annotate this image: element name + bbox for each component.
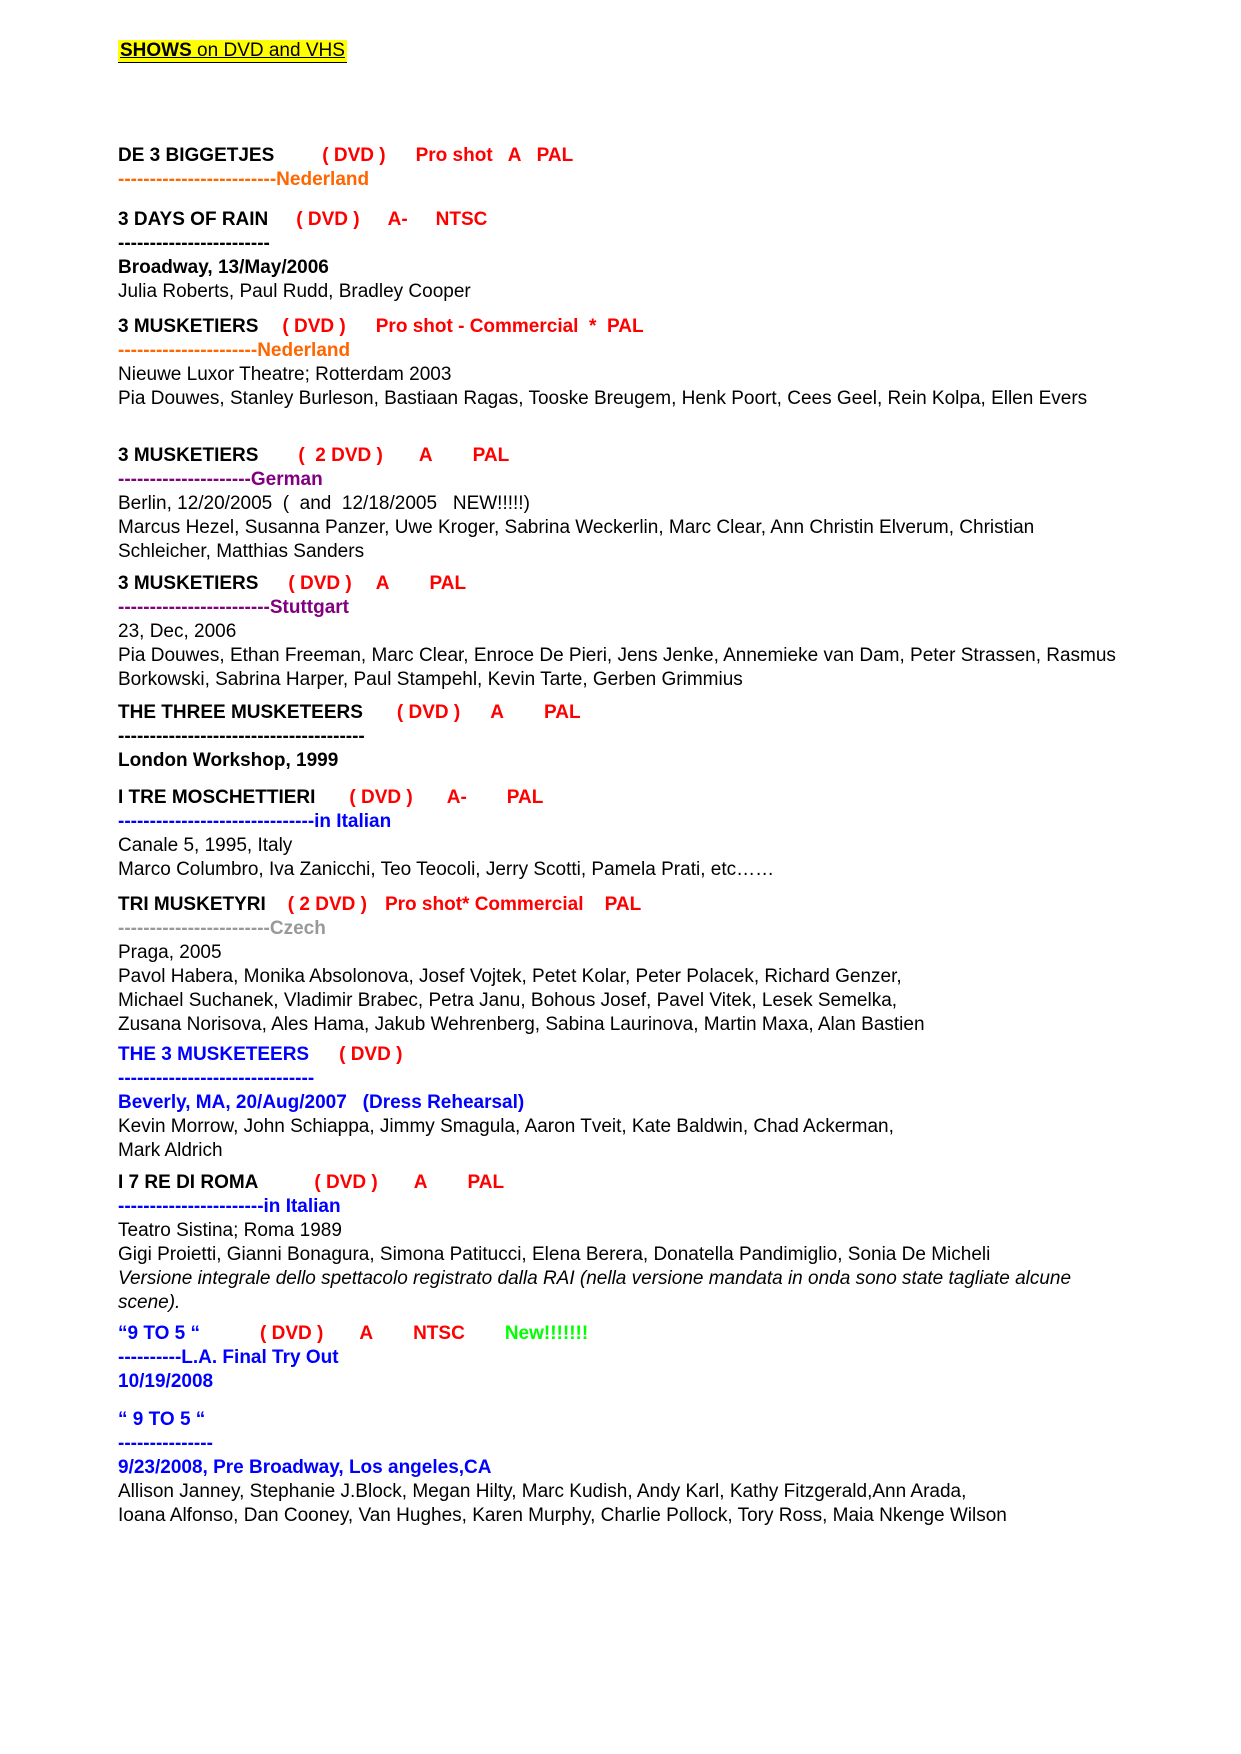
show-entry — [118, 208, 1128, 304]
show-cast: Marcus Hezel, Susanna Panzer, Uwe Kroger, Sabrina Weckerlin, Marc Clear, Ann Christin Elverum, Christian Schleicher, Matthias Sanders — [118, 517, 1035, 562]
show-entry — [118, 786, 1128, 882]
show-format: ( DVD ) — [339, 1044, 403, 1065]
show-entry — [118, 315, 1128, 411]
show-grade: A — [359, 1323, 374, 1344]
page-heading — [118, 40, 347, 63]
show-separator: --------------------------------------- — [118, 726, 365, 747]
show-format: ( 2 DVD ) — [287, 894, 367, 915]
show-entry — [118, 444, 1128, 564]
show-cast: Zusana Norisova, Ales Hama, Jakub Wehrenberg, Sabina Laurinova, Martin Maxa, Alan Bastien — [118, 1014, 925, 1035]
show-cast: Pia Douwes, Stanley Burleson, Bastiaan Ragas, Tooske Breugem, Henk Poort, Cees Geel, Rein Kolpa, Ellen Evers — [118, 388, 1088, 409]
show-format: ( DVD ) — [322, 145, 386, 166]
show-venue: 23, Dec, 2006 — [118, 621, 237, 642]
show-separator: -------------------------------in Italian — [118, 811, 392, 832]
show-cast: Gigi Proietti, Gianni Bonagura, Simona Patitucci, Elena Berera, Donatella Pandimiglio, Sonia De Micheli — [118, 1244, 991, 1265]
show-separator: ------------------------------- — [118, 1068, 315, 1089]
show-note: Versione integrale dello spettacolo registrato dalla RAI (nella versione mandata in onda sono state tagliate alcune scene). — [118, 1268, 1072, 1313]
show-venue: Berlin, 12/20/2005 ( and 12/18/2005 NEW!!!!!) — [118, 493, 530, 514]
show-entry — [118, 893, 1128, 1037]
show-cast: Mark Aldrich — [118, 1140, 223, 1161]
show-format: ( DVD ) — [296, 209, 360, 230]
show-system: PAL — [506, 787, 544, 808]
show-entry — [118, 701, 1128, 773]
show-title: THE THREE MUSKETEERS — [118, 702, 363, 723]
new-flag: New!!!!!!! — [504, 1323, 589, 1344]
show-title: I 7 RE DI ROMA — [118, 1172, 259, 1193]
show-entry — [118, 1408, 1128, 1528]
show-cast: Kevin Morrow, John Schiappa, Jimmy Smagula, Aaron Tveit, Kate Baldwin, Chad Ackerman, — [118, 1116, 894, 1137]
show-separator: ----------L.A. Final Try Out — [118, 1347, 339, 1368]
show-title: TRI MUSKETYRI — [118, 894, 266, 915]
show-quality: Pro shot* Commercial PAL — [384, 894, 642, 915]
show-entry — [118, 1043, 1128, 1163]
show-grade: A- — [446, 787, 467, 808]
show-cast: Julia Roberts, Paul Rudd, Bradley Cooper — [118, 281, 471, 302]
show-venue: Praga, 2005 — [118, 942, 222, 963]
show-cast: Pia Douwes, Ethan Freeman, Marc Clear, Enroce De Pieri, Jens Jenke, Annemieke van Dam, Peter Strassen, Rasmus Borkowski, Sabrina Harper, Paul Stampehl, Kevin Tarte, Gerben Grimmius — [118, 645, 1116, 690]
show-separator: ---------------------German — [118, 469, 323, 490]
show-subtitle: 10/19/2008 — [118, 1371, 214, 1392]
show-title: THE 3 MUSKETEERS — [118, 1044, 310, 1065]
show-cast: Pavol Habera, Monika Absolonova, Josef Vojtek, Petet Kolar, Peter Polacek, Richard Genzer, — [118, 966, 902, 987]
show-quality: Pro shot A PAL — [415, 145, 574, 166]
show-title: 3 DAYS OF RAIN — [118, 209, 269, 230]
show-system: NTSC — [413, 1323, 465, 1344]
show-separator: --------------- — [118, 1433, 213, 1454]
show-format: ( 2 DVD ) — [298, 445, 383, 466]
show-format: ( DVD ) — [260, 1323, 324, 1344]
show-format: ( DVD ) — [396, 702, 461, 723]
show-title: “ 9 TO 5 “ — [118, 1409, 206, 1430]
show-entry — [118, 144, 1128, 192]
show-quality: Pro shot - Commercial * PAL — [375, 316, 644, 337]
show-format: ( DVD ) — [282, 316, 346, 337]
show-entry — [118, 572, 1128, 692]
show-system: PAL — [429, 573, 467, 594]
show-cast: Marco Columbro, Iva Zanicchi, Teo Teocoli, Jerry Scotti, Pamela Prati, etc…… — [118, 859, 775, 880]
show-format: ( DVD ) — [314, 1172, 378, 1193]
show-grade: A — [418, 445, 433, 466]
show-format: ( DVD ) — [288, 573, 352, 594]
show-title: I TRE MOSCHETTIERI — [118, 787, 316, 808]
show-cast: Allison Janney, Stephanie J.Block, Megan Hilty, Marc Kudish, Andy Karl, Kathy Fitzgerald,Ann Arada, — [118, 1481, 967, 1502]
show-grade: A — [490, 702, 504, 723]
show-separator: -------------------------Nederland — [118, 169, 370, 190]
show-venue: Teatro Sistina; Roma 1989 — [118, 1220, 342, 1241]
show-system: NTSC — [435, 209, 488, 230]
heading-bold: SHOWS — [120, 40, 192, 61]
show-cast: Michael Suchanek, Vladimir Brabec, Petra Janu, Bohous Josef, Pavel Vitek, Lesek Semelka, — [118, 990, 898, 1011]
show-entry — [118, 1171, 1128, 1315]
show-grade: A — [413, 1172, 428, 1193]
show-separator: -----------------------in Italian — [118, 1196, 341, 1217]
show-title: “9 TO 5 “ — [118, 1323, 201, 1344]
show-subtitle: 9/23/2008, Pre Broadway, Los angeles,CA — [118, 1457, 492, 1478]
show-venue: Canale 5, 1995, Italy — [118, 835, 293, 856]
heading-rest: on DVD and VHS — [191, 40, 345, 61]
show-system: PAL — [472, 445, 510, 466]
show-title: 3 MUSKETIERS — [118, 445, 259, 466]
show-title: 3 MUSKETIERS — [118, 573, 259, 594]
show-title: 3 MUSKETIERS — [118, 316, 259, 337]
show-subtitle: Broadway, 13/May/2006 — [118, 257, 329, 278]
show-subtitle: London Workshop, 1999 — [118, 750, 339, 771]
show-system: PAL — [467, 1172, 505, 1193]
show-grade: A- — [387, 209, 408, 230]
show-separator: ------------------------Czech — [118, 918, 326, 939]
show-separator: ------------------------Stuttgart — [118, 597, 350, 618]
show-cast: Ioana Alfonso, Dan Cooney, Van Hughes, Karen Murphy, Charlie Pollock, Tory Ross, Maia Nkenge Wilson — [118, 1505, 1007, 1526]
show-venue: Nieuwe Luxor Theatre; Rotterdam 2003 — [118, 364, 452, 385]
show-separator: ------------------------ — [118, 233, 270, 254]
show-grade: A — [375, 573, 390, 594]
show-subtitle: Beverly, MA, 20/Aug/2007 (Dress Rehearsal) — [118, 1092, 525, 1113]
show-system: PAL — [543, 702, 581, 723]
show-title: DE 3 BIGGETJES — [118, 145, 275, 166]
show-format: ( DVD ) — [349, 787, 413, 808]
show-entry — [118, 1322, 1128, 1394]
show-separator: ----------------------Nederland — [118, 340, 351, 361]
